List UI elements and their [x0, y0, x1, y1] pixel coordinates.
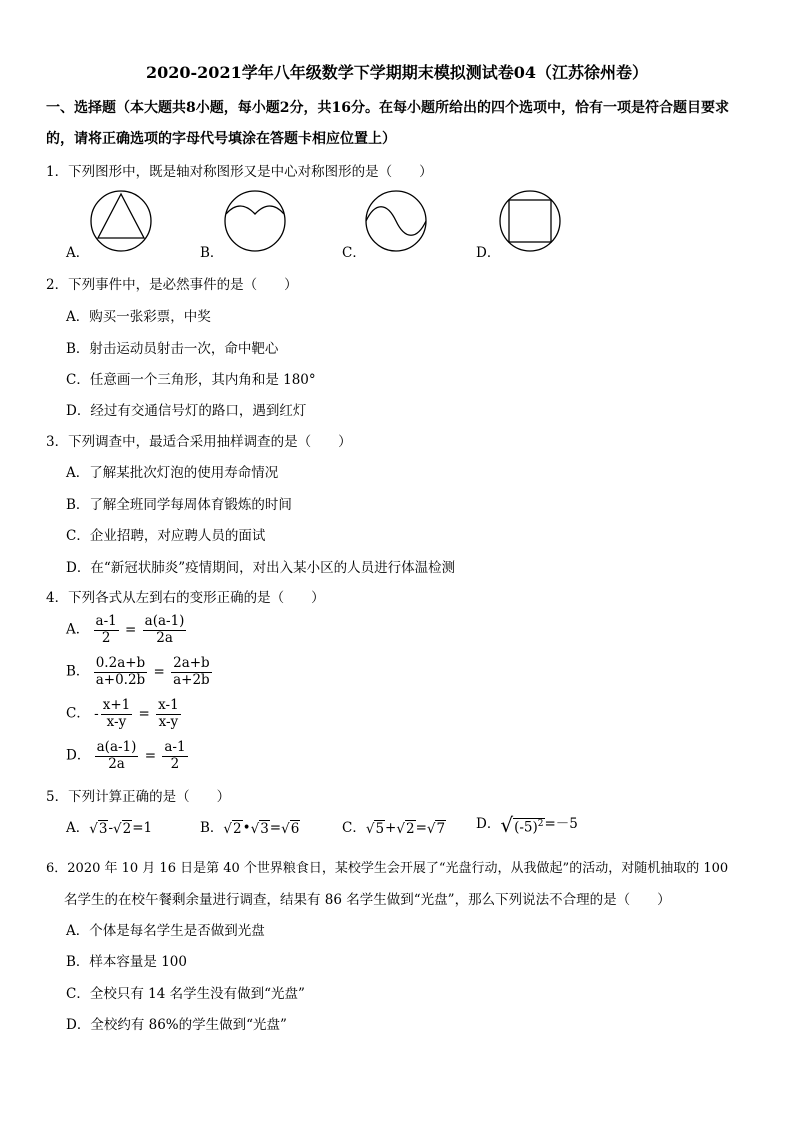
- fraction-left: $\frac{0.2a+b}{a+0.2b}$: [95, 655, 146, 688]
- question-5-option-c: C．√5+√2=√7: [342, 820, 446, 837]
- question-3-option-d: D．在“新冠状肺炎”疫情期间，对出入某小区的人员进行体温检测: [66, 560, 456, 576]
- figure-b-circle-arcs: [222, 188, 288, 258]
- page-title: 2020-2021学年八年级数学下学期期末模拟测试卷04（江苏徐州卷）: [146, 63, 648, 82]
- option-label: D．: [66, 747, 91, 764]
- question-5-option-d: D．$√(-5)^2=-5$: [476, 812, 578, 837]
- question-2-option-c: C．任意画一个三角形，其内角和是 180°: [66, 372, 316, 388]
- question-3-option-a: A．了解某批次灯泡的使用寿命情况: [66, 465, 279, 481]
- fraction-right: $\frac{a(a-1)}{2a}$: [144, 613, 185, 646]
- figure-d-circle-square: [497, 188, 563, 258]
- question-6-option-d: D．全校约有 86%的学生做到“光盘”: [66, 1017, 287, 1033]
- question-3-option-c: C．企业招聘，对应聘人员的面试: [66, 528, 266, 544]
- question-2-stem: 2．下列事件中，是必然事件的是（ ）: [46, 277, 298, 293]
- section-instructions-line2: 的，请将正确选项的字母代号填涂在答题卡相应位置上）: [46, 131, 396, 147]
- question-4-option-d: D． $\frac{a(a-1)}{2a}$ = $\frac{a-1}{2}$: [66, 739, 186, 772]
- question-1-stem: 1．下列图形中，既是轴对称图形又是中心对称图形的是（ ）: [46, 164, 433, 180]
- fraction-left: $\frac{a-1}{2}$: [95, 613, 117, 646]
- fraction-right: $\frac{a-1}{2}$: [164, 739, 186, 772]
- question-4-option-c: C． - $\frac{x+1}{x-y}$ = $\frac{x-1}{x-y}$: [66, 697, 179, 730]
- question-6-option-b: B．样本容量是 100: [66, 954, 187, 970]
- figure-a-circle-triangle: [88, 188, 154, 258]
- question-4-stem: 4．下列各式从左到右的变形正确的是（ ）: [46, 590, 325, 606]
- question-2-option-a: A．购买一张彩票，中奖: [66, 309, 211, 325]
- question-2-option-d: D．经过有交通信号灯的路口，遇到红灯: [66, 403, 307, 419]
- question-6-stem-line1: 6．2020 年 10 月 16 日是第 40 个世界粮食日，某校学生会开展了“光盘行动，从我做起”的活动，对随机抽取的 100: [46, 861, 729, 876]
- question-4-option-a: A． $\frac{a-1}{2}$ = $\frac{a(a-1)}{2a}$: [66, 613, 185, 646]
- question-4-option-b: B． $\frac{0.2a+b}{a+0.2b}$ = $\frac{2a+b}{a+2b}$: [66, 655, 210, 688]
- question-6-stem-line2: 名学生的在校午餐剩余量进行调查，结果有 86 名学生做到“光盘”，那么下列说法不合理的是（ ）: [64, 892, 671, 908]
- question-1-option-c-label: C．: [342, 245, 366, 261]
- question-2-option-b: B．射击运动员射击一次，命中靶心: [66, 341, 279, 357]
- fraction-right: $\frac{x-1}{x-y}$: [158, 697, 179, 730]
- question-5-option-a: A．√3-√2=1: [66, 820, 153, 837]
- question-3-option-b: B．了解全班同学每周体育锻炼的时间: [66, 497, 292, 513]
- figure-c-circle-wave: [363, 188, 429, 258]
- fraction-left: $\frac{a(a-1)}{2a}$: [96, 739, 137, 772]
- fraction-right: $\frac{2a+b}{a+2b}$: [173, 655, 210, 688]
- question-1-option-a-label: A．: [66, 245, 90, 261]
- option-label: A．: [66, 621, 90, 638]
- option-label: B．: [66, 663, 90, 680]
- question-6-option-a: A．个体是每名学生是否做到光盘: [66, 923, 265, 939]
- question-1-option-d-label: D．: [476, 245, 501, 261]
- option-label: C．: [66, 705, 90, 722]
- question-5-stem: 5．下列计算正确的是（ ）: [46, 789, 231, 805]
- question-5-option-b: B．√2•√3=√6: [200, 820, 300, 837]
- fraction-left: $\frac{x+1}{x-y}$: [102, 697, 131, 730]
- question-1-option-b-label: B．: [200, 245, 224, 261]
- question-3-stem: 3．下列调查中，最适合采用抽样调查的是（ ）: [46, 434, 352, 450]
- section-instructions-line1: 一、选择题（本大题共8小题，每小题2分，共16分。在每小题所给出的四个选项中，恰有一项是符合题目要求: [46, 100, 729, 116]
- question-6-option-c: C．全校只有 14 名学生没有做到“光盘”: [66, 986, 305, 1002]
